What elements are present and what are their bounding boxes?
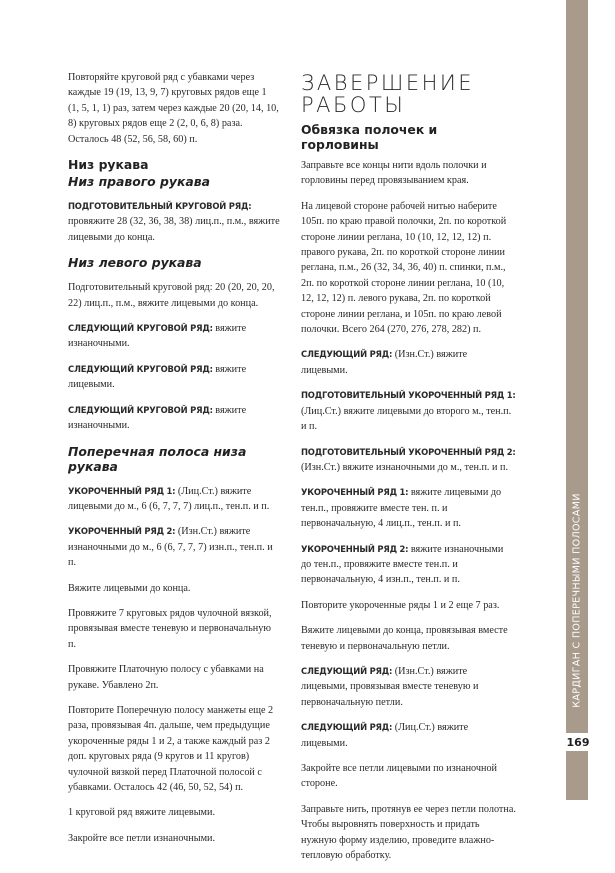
paragraph: 1 круговой ряд вяжите лицевыми. bbox=[68, 807, 215, 819]
paragraph: Провяжите Платочную полосу с убавками на рукаве. Убавлено 2п. bbox=[68, 664, 264, 691]
row-label: ПОДГОТОВИТЕЛЬНЫЙ КРУГОВОЙ РЯД: bbox=[68, 201, 252, 212]
row-label: УКОРОЧЕННЫЙ РЯД 1: bbox=[68, 485, 176, 496]
section-title-sleeve-bottom: Низ рукава bbox=[68, 157, 149, 173]
paragraph: УКОРОЧЕННЫЙ РЯД 2: вяжите изнаночными до тен.п., провяжите вместе тен.п. и первоначальную, 4 изн.п., тен.п. и п. bbox=[301, 543, 504, 586]
paragraph: СЛЕДУЮЩИЙ РЯД: (Изн.Ст.) вяжите лицевыми. bbox=[301, 349, 468, 376]
row-label: УКОРОЧЕННЫЙ РЯД 2: bbox=[301, 543, 409, 554]
paragraph: УКОРОЧЕННЫЙ РЯД 1: (Лиц.Ст.) вяжите лицевыми до м., 6 (6, 7, 7, 7) лиц.п., тен.п. и п. bbox=[68, 485, 270, 512]
paragraph: На лицевой стороне рабочей нитью наберите 105п. по краю правой полочки, 2п. по короткой стороне линии реглана, 10 (10, 12, 12, 12) п. правого рукава, 2п. по короткой стороне линии реглана, п.м., 26 (32, 34, 36, 40) п. спинки, п.м., 2п. по короткой стороне линии реглана, 10 (10, 12, 12, 12) п. левого рукава, 2п. по короткой стороне линии реглана, и 105п. по краю левой полочки. Всего 264 (270, 276, 278, 282) п. bbox=[301, 200, 507, 336]
paragraph: Вяжите лицевыми до конца, провязывая вместе теневую и первоначальную петли. bbox=[301, 625, 508, 652]
row-label: СЛЕДУЮЩИЙ КРУГОВОЙ РЯД: bbox=[68, 323, 213, 334]
left-column bbox=[68, 70, 280, 856]
paragraph: Закройте все петли изнаночными. bbox=[68, 832, 216, 844]
paragraph: СЛЕДУЮЩИЙ КРУГОВОЙ РЯД: вяжите изнаночными. bbox=[68, 323, 247, 350]
right-column bbox=[301, 66, 516, 873]
row-label: СЛЕДУЮЩИЙ РЯД: bbox=[301, 722, 393, 733]
paragraph: ПОДГОТОВИТЕЛЬНЫЙ УКОРОЧЕННЫЙ РЯД 2: (Изн.Ст.) вяжите изнаночными до м., тен.п. и п. bbox=[301, 446, 516, 473]
section-title-edging: Обвязка полочек и горловины bbox=[301, 122, 438, 152]
paragraph: Подготовительный круговой ряд: 20 (20, 20, 20, 22) лиц.п., п.м., вяжите лицевыми до конца. bbox=[68, 282, 275, 309]
page-number: 169 bbox=[562, 733, 594, 751]
row-label: УКОРОЧЕННЫЙ РЯД 1: bbox=[301, 487, 409, 498]
paragraph: УКОРОЧЕННЫЙ РЯД 2: (Изн.Ст.) вяжите изнаночными до м., 6 (6, 7, 7, 7) изн.п., тен.п. и п. bbox=[68, 526, 273, 569]
row-label: СЛЕДУЮЩИЙ КРУГОВОЙ РЯД: bbox=[68, 363, 213, 374]
subsection-right-sleeve: Низ правого рукава bbox=[68, 174, 210, 190]
paragraph: Заправьте нить, протянув ее через петли полотна. Чтобы выровнять поверхность и придать нужную форму изделию, проведите влажно-тепловую обработку. bbox=[301, 803, 516, 862]
subsection-left-sleeve: Низ левого рукава bbox=[68, 255, 202, 271]
paragraph: СЛЕДУЮЩИЙ КРУГОВОЙ РЯД: вяжите лицевыми. bbox=[68, 363, 247, 391]
paragraph: Заправьте все концы нити вдоль полочки и горловины перед провязыванием края. bbox=[301, 160, 487, 187]
paragraph: Вяжите лицевыми до конца. bbox=[68, 582, 191, 594]
paragraph: СЛЕДУЮЩИЙ РЯД: (Лиц.Ст.) вяжите лицевыми. bbox=[301, 722, 469, 749]
row-label: ПОДГОТОВИТЕЛЬНЫЙ УКОРОЧЕННЫЙ РЯД 1: bbox=[301, 390, 516, 401]
row-label: СЛЕДУЮЩИЙ РЯД: bbox=[301, 665, 393, 676]
chapter-heading: ЗАВЕРШЕНИЕ РАБОТЫ bbox=[301, 71, 475, 117]
paragraph: СЛЕДУЮЩИЙ РЯД: (Изн.Ст.) вяжите лицевыми, провязывая вместе теневую и первоначальную петли. bbox=[301, 665, 479, 708]
subsection-cross-stripe: Поперечная полоса низа рукава bbox=[68, 443, 247, 474]
paragraph: Повторите Поперечную полосу манжеты еще 2 раза, провязывая 4п. дальше, чем предыдущие укороченные ряды 1 и 2, а также каждый раз 2 доп. круговых ряда (9 кругов и 11 кругов) чулочной вязкой перед Платочной полосой с убавками. Осталось 42 (46, 50, 52, 54) п. bbox=[68, 704, 274, 793]
intro-paragraph: Повторяйте круговой ряд с убавками через каждые 19 (19, 13, 9, 7) круговых рядов еще 1 (1, 5, 1, 1) раз, затем через каждые 20 (20, 14, 10, 8) круговых рядов еще 2 (2, 0, 6, 8) раза. Осталось 48 (52, 56, 58, 60) п. bbox=[68, 72, 279, 145]
row-label: СЛЕДУЮЩИЙ РЯД: bbox=[301, 349, 393, 360]
paragraph: ПОДГОТОВИТЕЛЬНЫЙ УКОРОЧЕННЫЙ РЯД 1: (Лиц.Ст.) вяжите лицевыми до второго м., тен.п. и п. bbox=[301, 390, 516, 433]
paragraph: Провяжите 7 круговых рядов чулочной вязкой, провязывая вместе теневую и первоначальную п. bbox=[68, 607, 272, 650]
row-label: СЛЕДУЮЩИЙ КРУГОВОЙ РЯД: bbox=[68, 404, 213, 415]
row-label: ПОДГОТОВИТЕЛЬНЫЙ УКОРОЧЕННЫЙ РЯД 2: bbox=[301, 446, 516, 457]
row-label: УКОРОЧЕННЫЙ РЯД 2: bbox=[68, 526, 176, 537]
paragraph: ПОДГОТОВИТЕЛЬНЫЙ КРУГОВОЙ РЯД: провяжите 28 (32, 36, 38, 38) лиц.п., п.м., вяжите лицевыми до конца. bbox=[68, 201, 280, 243]
paragraph: Закройте все петли лицевыми по изнаночной стороне. bbox=[301, 763, 498, 790]
paragraph: СЛЕДУЮЩИЙ КРУГОВОЙ РЯД: вяжите изнаночными. bbox=[68, 404, 247, 432]
paragraph: УКОРОЧЕННЫЙ РЯД 1: вяжите лицевыми до тен.п., провяжите вместе тен. п. и первоначальную, 4 лиц.п., тен.п. и п. bbox=[301, 487, 502, 530]
side-chapter-title: КАРДИГАН С ПОПЕРЕЧНЫМИ ПОЛОСАМИ bbox=[571, 492, 583, 708]
paragraph: Повторите укороченные ряды 1 и 2 еще 7 раз. bbox=[301, 599, 500, 611]
